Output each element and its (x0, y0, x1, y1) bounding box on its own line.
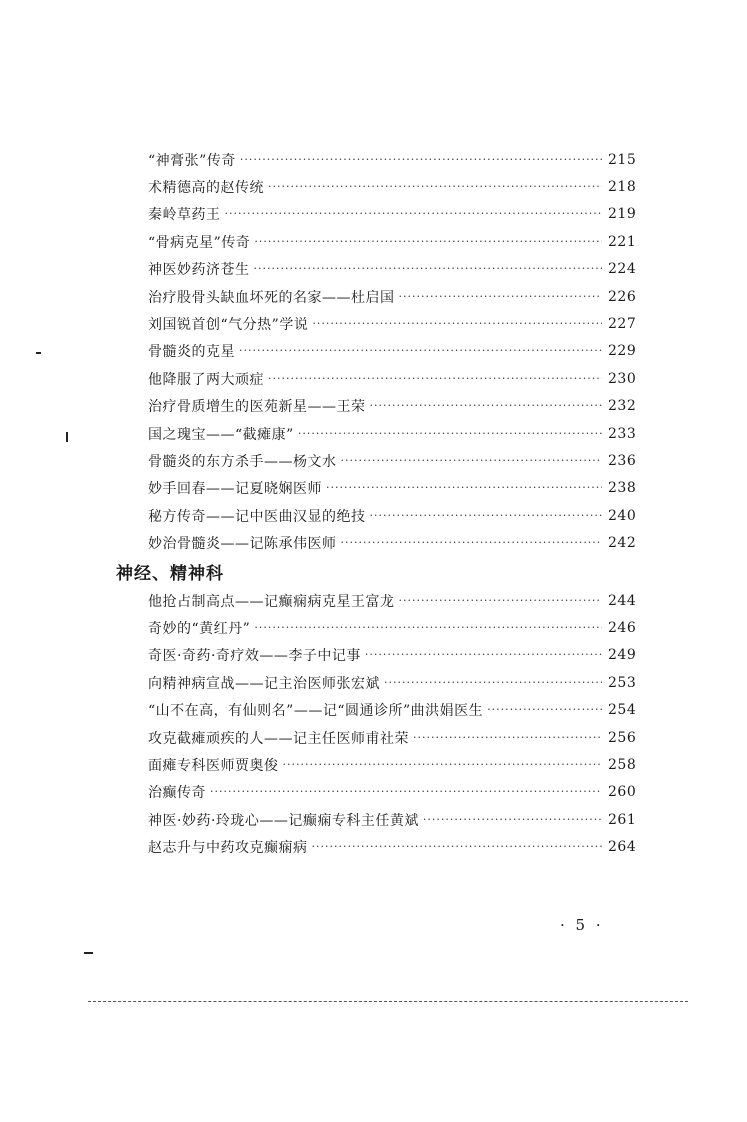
toc-leader-dots (268, 180, 602, 194)
toc-entry-page: 264 (608, 839, 637, 856)
toc-entry-title: 奇妙的“黄红丹” (148, 620, 251, 637)
toc-entry (148, 475, 636, 502)
toc-entry (148, 173, 636, 200)
toc-entry-title: 术精德高的赵传统 (148, 180, 264, 197)
toc-entry-page: 218 (608, 179, 637, 196)
toc-entry-title: 刘国锐首创“气分热”学说 (148, 317, 309, 334)
toc-entry (148, 642, 636, 669)
toc-entry (148, 338, 636, 365)
toc-entry-title: 赵志升与中药攻克癫痫病 (148, 840, 308, 857)
toc-entry-page: 254 (608, 702, 637, 719)
toc-entry-title: 秘方传奇——记中医曲汉显的绝技 (148, 508, 366, 525)
toc-entry-title: 治疗骨质增生的医苑新星——王荣 (148, 399, 366, 416)
scan-mark (84, 952, 93, 954)
toc-entry-page: 227 (608, 316, 637, 333)
toc-entry-title: 他抢占制高点——记癫痫病克星王富龙 (148, 593, 395, 610)
section-heading: 神经、精神科 (116, 564, 224, 585)
toc-entry-page: 224 (608, 261, 637, 278)
toc-entry-page: 229 (608, 343, 637, 360)
toc-leader-dots (312, 840, 603, 854)
scan-mark (66, 432, 68, 442)
scan-artifact-line (88, 1001, 688, 1003)
toc-entry (148, 587, 636, 614)
toc-entry (148, 447, 636, 474)
toc-group-neurology (116, 587, 636, 861)
toc-entry-page: 244 (608, 592, 637, 609)
toc-entry-page: 226 (608, 288, 637, 305)
toc-entry (148, 420, 636, 447)
toc-entry-title: 向精神病宣战——记主治医师张宏斌 (148, 675, 380, 692)
toc-entry-page: 230 (608, 370, 637, 387)
scan-mark (36, 352, 41, 354)
toc-leader-dots (312, 317, 602, 331)
toc-leader-dots (254, 262, 603, 276)
toc-entry-title: 骨髓炎的东方杀手——杨文水 (148, 453, 337, 470)
toc-entry-page: 240 (608, 507, 637, 524)
toc-entry-title: 他降服了两大顽症 (148, 371, 264, 388)
toc-entry (148, 365, 636, 392)
toc-entry-title: “骨病克星”传奇 (148, 234, 251, 251)
toc-entry (148, 696, 636, 723)
page-number: · 5 · (560, 916, 604, 934)
toc-leader-dots (254, 621, 602, 635)
toc-leader-dots (370, 509, 603, 523)
toc-entry (148, 669, 636, 696)
toc-entry-page: 260 (608, 784, 637, 801)
toc-entry (148, 201, 636, 228)
toc-entry (148, 833, 636, 860)
toc-entry-title: 秦岭草药王 (148, 207, 221, 224)
toc-entry-page: 249 (608, 647, 637, 664)
toc-entry-title: 神医·妙药·玲珑心——记癫痫专科主任黄斌 (148, 812, 419, 829)
toc-leader-dots (225, 207, 603, 221)
toc-entry-page: 233 (608, 425, 637, 442)
toc-leader-dots (384, 676, 602, 690)
toc-leader-dots (283, 758, 603, 772)
toc-entry-title: 国之瑰宝——“截瘫康” (148, 426, 294, 443)
toc-entry-title: 攻克截瘫顽疾的人——记主任医师甫社荣 (148, 730, 409, 747)
toc-entry-title: 奇医·奇药·奇疗效——李子中记事 (148, 648, 361, 665)
toc-leader-dots (341, 536, 603, 550)
table-of-contents (116, 146, 636, 861)
toc-leader-dots (413, 731, 602, 745)
toc-entry-title: “山不在高，有仙则名”——记“圆通诊所”曲洪娟医生 (148, 703, 484, 720)
toc-entry-title: 治癫传奇 (148, 785, 206, 802)
toc-leader-dots (268, 372, 602, 386)
toc-leader-dots (399, 594, 603, 608)
toc-entry (148, 529, 636, 556)
toc-group-orthopedics (116, 146, 636, 557)
toc-entry (148, 751, 636, 778)
toc-leader-dots (210, 785, 602, 799)
toc-entry-page: 219 (608, 206, 637, 223)
toc-entry-page: 232 (608, 398, 637, 415)
toc-leader-dots (240, 153, 602, 167)
toc-entry-title: 骨髓炎的克星 (148, 344, 235, 361)
toc-entry-page: 246 (608, 619, 637, 636)
toc-leader-dots (399, 290, 603, 304)
toc-entry-title: “神膏张”传奇 (148, 152, 236, 169)
toc-entry-page: 221 (608, 233, 637, 250)
toc-leader-dots (423, 813, 602, 827)
toc-entry-title: 妙治骨髓炎——记陈承伟医师 (148, 536, 337, 553)
toc-entry (148, 806, 636, 833)
toc-leader-dots (341, 454, 603, 468)
toc-entry-page: 238 (608, 480, 637, 497)
toc-leader-dots (298, 427, 602, 441)
toc-entry-title: 面瘫专科医师贾奥俊 (148, 757, 279, 774)
toc-entry (148, 256, 636, 283)
toc-entry (148, 283, 636, 310)
toc-entry (148, 502, 636, 529)
toc-entry (148, 614, 636, 641)
toc-leader-dots (370, 399, 603, 413)
toc-entry-page: 258 (608, 756, 637, 773)
toc-entry-page: 236 (608, 452, 637, 469)
toc-entry-title: 妙手回春——记夏晓娴医师 (148, 481, 322, 498)
toc-entry-page: 256 (608, 729, 637, 746)
toc-entry-page: 253 (608, 674, 637, 691)
toc-entry (148, 779, 636, 806)
toc-entry (148, 228, 636, 255)
toc-entry (148, 724, 636, 751)
toc-entry (148, 146, 636, 173)
toc-entry-title: 神医妙药济苍生 (148, 262, 250, 279)
toc-entry-page: 242 (608, 535, 637, 552)
toc-leader-dots (487, 703, 602, 717)
toc-entry-page: 261 (608, 811, 637, 828)
toc-leader-dots (365, 648, 602, 662)
toc-entry-page: 215 (608, 151, 637, 168)
toc-leader-dots (326, 481, 602, 495)
toc-leader-dots (239, 344, 602, 358)
toc-entry (148, 310, 636, 337)
toc-leader-dots (254, 235, 602, 249)
toc-entry (148, 393, 636, 420)
toc-entry-title: 治疗股骨头缺血坏死的名家——杜启国 (148, 289, 395, 306)
